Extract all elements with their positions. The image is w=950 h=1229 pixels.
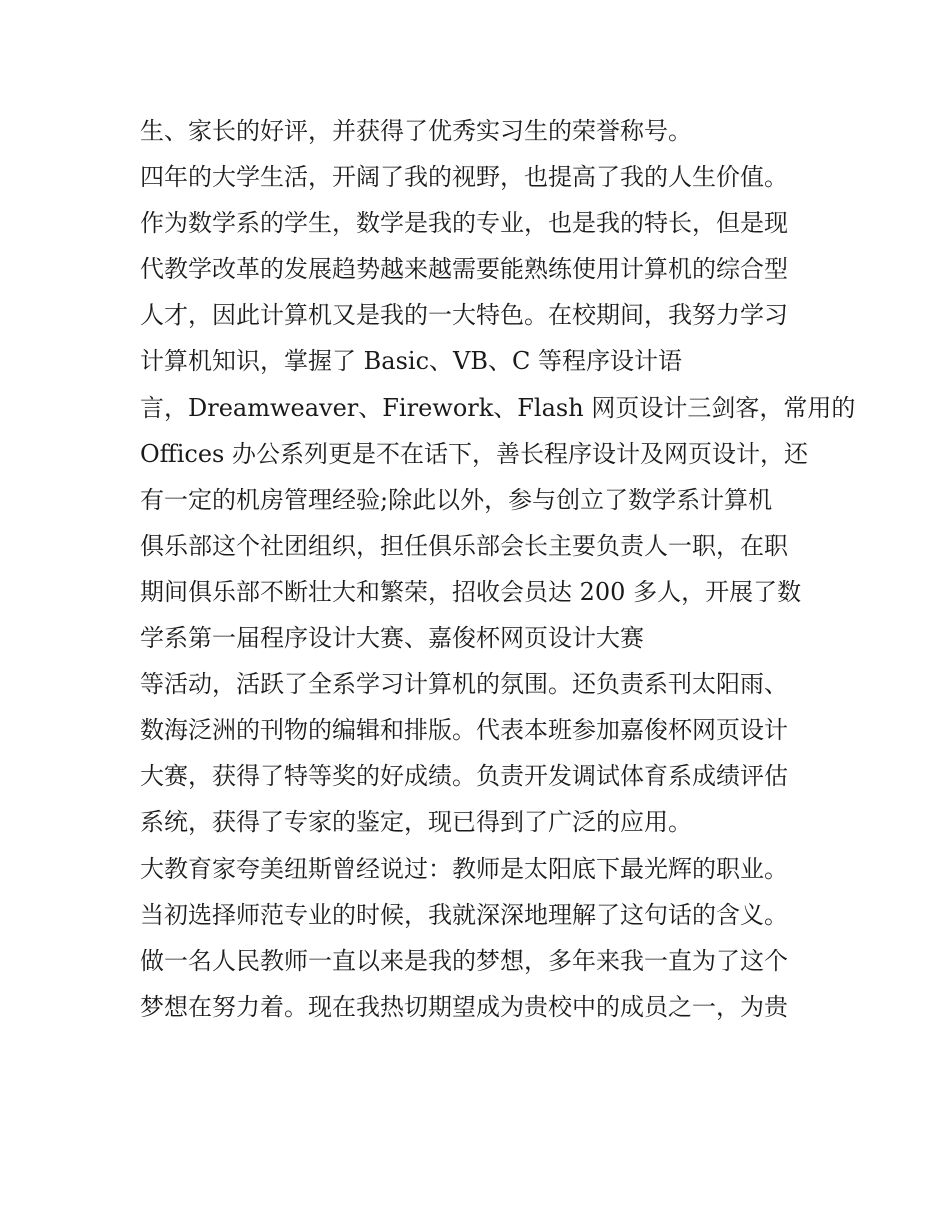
text-line: 大赛，获得了特等奖的好成绩。负责开发调试体育系成绩评估: [140, 762, 788, 791]
text-line: 言，Dreamweaver、Firework、Flash 网页设计三剑客，常用的: [140, 393, 856, 422]
body-text: [140, 108, 856, 1030]
text-line: 学系第一届程序设计大赛、嘉俊杯网页设计大赛: [140, 624, 644, 653]
text-line: 计算机知识，掌握了 Basic、VB、C 等程序设计语: [140, 347, 682, 376]
text-line: 期间俱乐部不断壮大和繁荣，招收会员达 200 多人，开展了数: [140, 577, 802, 606]
text-line: 当初选择师范专业的时候，我就深深地理解了这句话的含义。: [140, 900, 788, 929]
text-line: 人才，因此计算机又是我的一大特色。在校期间，我努力学习: [140, 301, 788, 330]
text-line: Offices 办公系列更是不在话下，善长程序设计及网页设计，还: [140, 439, 808, 468]
text-line: 作为数学系的学生，数学是我的专业，也是我的特长，但是现: [140, 209, 788, 238]
text-line: 做一名人民教师一直以来是我的梦想，多年来我一直为了这个: [140, 946, 788, 975]
text-line: 系统，获得了专家的鉴定，现已得到了广泛的应用。: [140, 808, 692, 837]
text-line: 有一定的机房管理经验;除此以外，参与创立了数学系计算机: [140, 485, 773, 514]
text-line: 四年的大学生活，开阔了我的视野，也提高了我的人生价值。: [140, 163, 788, 192]
text-line: 生、家长的好评，并获得了优秀实习生的荣誉称号。: [140, 117, 692, 145]
text-line: 大教育家夸美纽斯曾经说过：教师是太阳底下最光辉的职业。: [140, 854, 788, 883]
text-line: 梦想在努力着。现在我热切期望成为贵校中的成员之一，为贵: [140, 992, 788, 1021]
text-line: 代教学改革的发展趋势越来越需要能熟练使用计算机的综合型: [140, 255, 788, 284]
text-line: 等活动，活跃了全系学习计算机的氛围。还负责系刊太阳雨、: [140, 670, 788, 699]
text-line: 俱乐部这个社团组织，担任俱乐部会长主要负责人一职，在职: [140, 531, 788, 560]
text-line: 数海泛洲的刊物的编辑和排版。代表本班参加嘉俊杯网页设计: [140, 716, 788, 745]
